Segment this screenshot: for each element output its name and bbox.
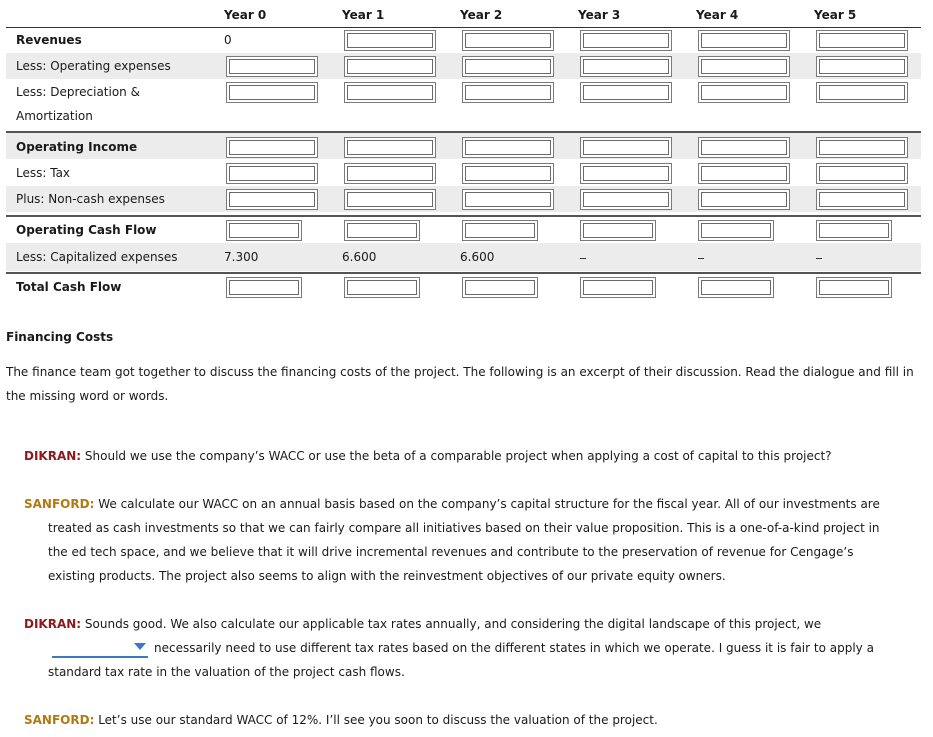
col-header-year1: Year 1 [342, 8, 385, 22]
speaker-sanford-1: SANFORD: [24, 497, 95, 511]
revenues-year2-input[interactable] [462, 30, 554, 51]
operating-income-year3-input[interactable] [580, 137, 672, 158]
row-label-noncash: Plus: Non-cash expenses [16, 192, 165, 206]
dialogue-3-text-before: Sounds good. We also calculate our applicable tax rates annually, and considering the digital landscape of this project, we [84, 617, 822, 631]
capex-year1-value: 6.600 [342, 250, 377, 264]
dialogue-3-text-after: necessarily need to use different tax rates based on the different states in which we operate. I guess it is fair to apply a standard tax rate in the valuation of the project cash flows. [48, 641, 874, 679]
opex-year2-input[interactable] [462, 56, 554, 77]
dialogue-2 [24, 492, 894, 588]
row-label-total-cash-flow: Total Cash Flow [16, 280, 122, 294]
row-label-capex: Less: Capitalized expenses [16, 250, 178, 264]
dialogue-3-line1 [24, 612, 894, 636]
row-label-depreciation-line1: Less: Depreciation & [16, 85, 140, 99]
revenues-year5-input[interactable] [816, 30, 908, 51]
capex-year2-value: 6.600 [460, 250, 495, 264]
revenues-year4-input[interactable] [698, 30, 790, 51]
operating-income-year0-input[interactable] [226, 137, 318, 158]
opex-year0-input[interactable] [226, 56, 318, 77]
row-label-operating-cash-flow: Operating Cash Flow [16, 223, 157, 237]
intro-paragraph: The finance team got together to discuss the financing costs of the project. The following is an excerpt of their discussion. Read the dialogue and fill in the missing word or words. [6, 365, 914, 403]
tcf-year2-input[interactable] [462, 277, 538, 298]
tcf-year3-input[interactable] [580, 277, 656, 298]
noncash-year4-input[interactable] [698, 189, 790, 210]
ocf-year4-input[interactable] [698, 220, 774, 241]
operating-income-year5-input[interactable] [816, 137, 908, 158]
col-header-year3: Year 3 [578, 8, 621, 22]
section-title-financing: Financing Costs [6, 330, 114, 344]
noncash-year0-input[interactable] [226, 189, 318, 210]
depreciation-year2-input[interactable] [462, 82, 554, 103]
row-label-opex: Less: Operating expenses [16, 59, 171, 73]
dialogue-1-text: Should we use the company’s WACC or use the beta of a comparable project when applying a cost of capital to this project? [84, 449, 832, 463]
tax-year5-input[interactable] [816, 163, 908, 184]
speaker-dikran-1: DIKRAN: [24, 449, 82, 463]
ocf-year1-input[interactable] [344, 220, 420, 241]
dialogue-1 [24, 444, 919, 468]
tcf-year1-input[interactable] [344, 277, 420, 298]
noncash-year3-input[interactable] [580, 189, 672, 210]
row-label-tax: Less: Tax [16, 166, 71, 180]
row-label-operating-income: Operating Income [16, 140, 138, 154]
depreciation-year4-input[interactable] [698, 82, 790, 103]
ocf-year2-input[interactable] [462, 220, 538, 241]
row-label-revenues: Revenues [16, 33, 82, 47]
ocf-year3-input[interactable] [580, 220, 656, 241]
tax-year2-input[interactable] [462, 163, 554, 184]
capex-year0-value: 7.300 [224, 250, 259, 264]
opex-year1-input[interactable] [344, 56, 436, 77]
noncash-year2-input[interactable] [462, 189, 554, 210]
speaker-sanford-2: SANFORD: [24, 713, 95, 727]
revenues-year1-input[interactable] [344, 30, 436, 51]
tcf-year0-input[interactable] [226, 277, 302, 298]
ocf-year5-input[interactable] [816, 220, 892, 241]
capex-year5-dash [816, 258, 822, 259]
col-header-year0: Year 0 [224, 8, 267, 22]
speaker-dikran-2: DIKRAN: [24, 617, 82, 631]
tcf-year4-input[interactable] [698, 277, 774, 298]
tax-year4-input[interactable] [698, 163, 790, 184]
total-divider [6, 272, 921, 274]
dialogue-4-text: Let’s use our standard WACC of 12%. I’ll see you soon to discuss the valuation of the project. [98, 713, 658, 727]
capex-year3-dash [580, 258, 586, 259]
depreciation-year5-input[interactable] [816, 82, 908, 103]
capex-year4-dash [698, 258, 704, 259]
dialogue-2-text: We calculate our WACC on an annual basis based on the company’s capital structure for the fiscal year. All of our investments are treated as cash investments so that we can fairly compare all initiatives based on their value proposition. This is a one-of-a-kind project in the ed tech space, and we believe that it will drive incremental revenues and contribute to the preservation of revenue for Cengage’s existing products. The project also seems to align with the reinvestment objectives of our private equity owners. [48, 497, 880, 583]
tax-year0-input[interactable] [226, 163, 318, 184]
col-header-year2: Year 2 [460, 8, 503, 22]
dialogue-4 [24, 708, 919, 732]
opex-year4-input[interactable] [698, 56, 790, 77]
tax-year1-input[interactable] [344, 163, 436, 184]
ocf-year0-input[interactable] [226, 220, 302, 241]
operating-income-year4-input[interactable] [698, 137, 790, 158]
col-header-year5: Year 5 [814, 8, 857, 22]
noncash-year1-input[interactable] [344, 189, 436, 210]
depreciation-year0-input[interactable] [226, 82, 318, 103]
operating-income-year1-input[interactable] [344, 137, 436, 158]
row-label-depreciation-line2: Amortization [16, 109, 93, 123]
tcf-year5-input[interactable] [816, 277, 892, 298]
col-header-year4: Year 4 [696, 8, 739, 22]
opex-year3-input[interactable] [580, 56, 672, 77]
depreciation-year1-input[interactable] [344, 82, 436, 103]
opex-year5-input[interactable] [816, 56, 908, 77]
noncash-year5-input[interactable] [816, 189, 908, 210]
revenues-year0-value: 0 [224, 33, 232, 47]
subtotal-divider-2 [6, 215, 921, 217]
tax-year3-input[interactable] [580, 163, 672, 184]
depreciation-year3-input[interactable] [580, 82, 672, 103]
header-divider [6, 27, 921, 28]
operating-income-year2-input[interactable] [462, 137, 554, 158]
revenues-year3-input[interactable] [580, 30, 672, 51]
